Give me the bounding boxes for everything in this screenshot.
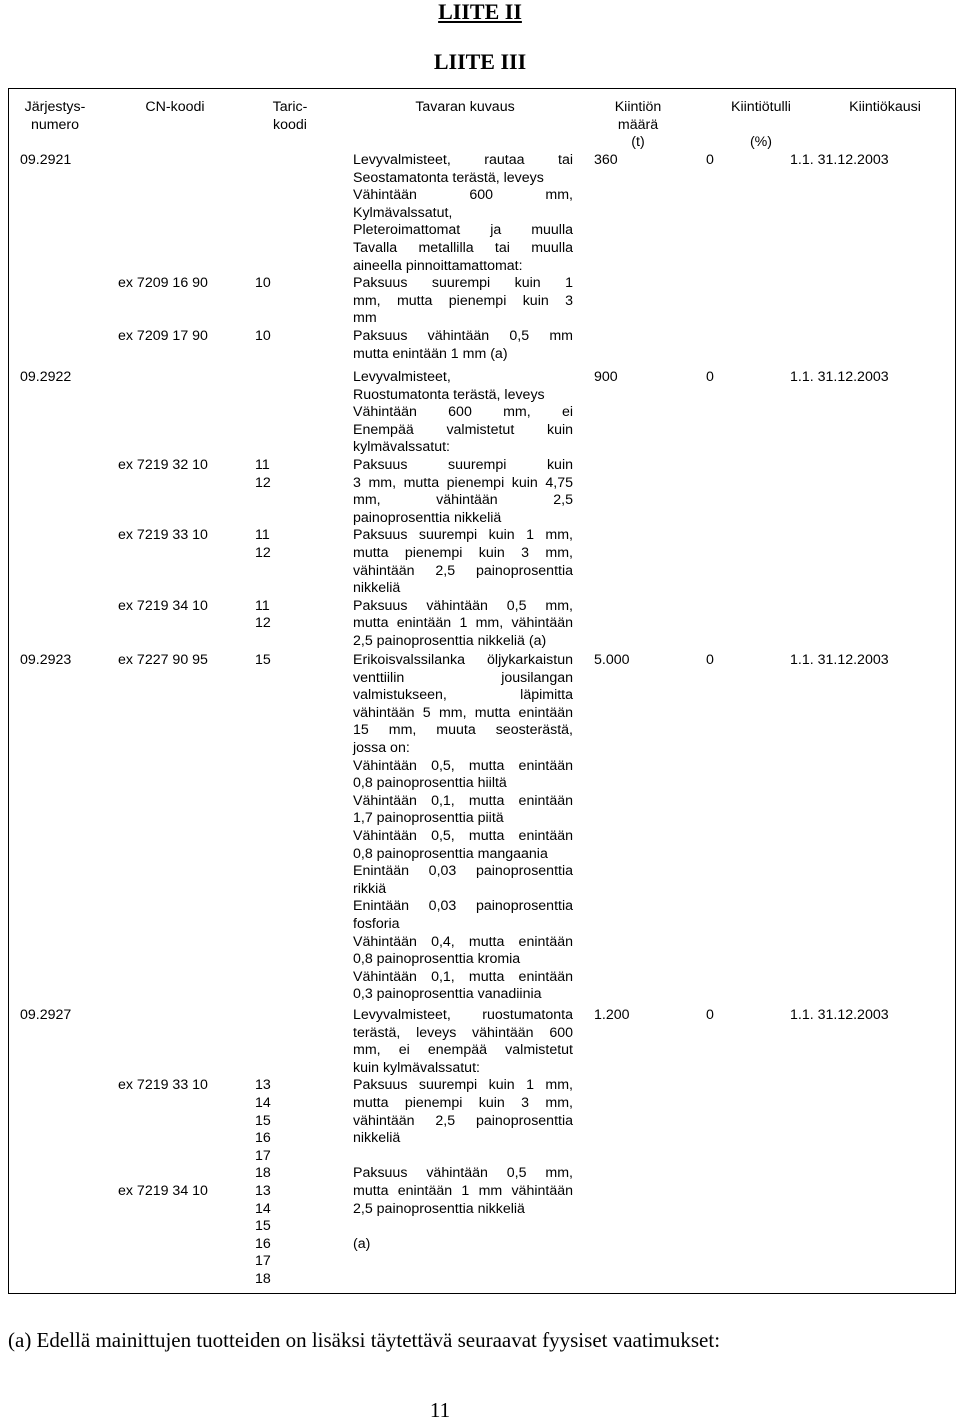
row-cn-code: ex 7219 33 10 [118,1077,208,1094]
description-line: Levyvalmisteet, [353,369,451,385]
row-seq: 09.2922 [20,369,72,385]
description-line: 2,5 painoprosenttia nikkeliä (a) [353,632,547,649]
footnote: (a) Edellä mainittujen tuotteiden on lisäksi täytettävä seuraavat fyysiset vaatimukset: [8,1328,721,1352]
description-line: Enempää valmistetut kuin [353,421,573,438]
header-amount: Kiintiön määrä (t) [614,99,662,151]
page-number: 11 [429,1398,451,1422]
description-line: Ruostumatonta terästä, leveys [353,386,545,403]
description-line: 0,3 painoprosenttia vanadiinia [353,986,542,1003]
row-period: 1.1. 31.12.2003 [790,369,889,385]
row-seq: 09.2927 [20,1007,72,1023]
header-duty: Kiintiötulli (%) [731,99,791,151]
row-taric-code: 10 [255,328,271,344]
description-line: Vähintään 0,1, mutta enintään [353,792,573,809]
description-line: Vähintään 0,1, mutta enintään [353,968,573,985]
description-line: nikkeliä [353,1130,401,1147]
row-seq: 09.2923 [20,652,72,668]
description-line: Erikoisvalssilanka öljykarkaistun [353,652,573,668]
description-line: valmistukseen, läpimitta [353,687,573,704]
header-cn: CN-koodi [145,99,205,115]
description-line: kylmävalssatut: [353,439,450,456]
row-cn-code: ex 7227 90 95 [118,652,208,668]
description-line: mutta enintään 1 mm vähintään [353,1182,573,1199]
row-taric-code: 13 14 15 16 17 18 [255,1183,271,1287]
description-line: jossa on: [353,739,410,756]
description-line: Paksuus suurempi kuin 1 mm, [353,1077,573,1094]
description-line: mm [353,310,377,327]
description-line: 0,8 painoprosenttia hiiltä [353,775,507,792]
description-line: Paksuus vähintään 0,5 mm [353,327,573,344]
row-cn-code: ex 7209 17 90 [118,328,208,344]
description-line: mutta enintään 1 mm (a) [353,345,508,362]
description-line: 15 mm, muuta seosterästä, [353,722,573,739]
row-description [353,152,573,363]
description-line: mutta pienempi kuin 3 mm, [353,544,573,561]
description-line: Vähintään 600 mm, [353,187,573,204]
description-line: terästä, leveys vähintään 600 [353,1024,573,1041]
row-taric-code: 10 [255,275,271,292]
description-line: rikkiä [353,880,387,897]
header-desc: Tavaran kuvaus [415,99,515,115]
row-cn-code: ex 7219 34 10 [118,1183,208,1199]
liite-ii-title: LIITE II [438,0,522,24]
description-line: 1,7 painoprosenttia piitä [353,810,504,827]
description-line: Levyvalmisteet, ruostumatonta [353,1007,573,1023]
description-line: Paksuus vähintään 0,5 mm, [353,597,573,614]
liite-iii-title: LIITE III [433,49,527,74]
description-line: venttiilin jousilangan [353,669,573,686]
description-line: kuin kylmävalssatut: [353,1059,480,1076]
description-line: fosforia [353,915,400,932]
row-cn-code: ex 7219 32 10 [118,457,208,473]
description-line: 0,8 painoprosenttia mangaania [353,845,548,862]
row-cn-code: ex 7219 33 10 [118,527,208,544]
row-amount: 1.200 [594,1007,630,1023]
header-seq: Järjestys- numero [24,99,86,133]
description-line: mm, ei enempää valmistetut [353,1042,573,1059]
row-taric-code: 13 14 15 16 17 18 [255,1077,271,1182]
description-line: Enintään 0,03 painoprosenttia [353,898,573,915]
row-duty: 0 [706,152,714,168]
description-line: 0,8 painoprosenttia kromia [353,951,521,968]
description-line: mutta enintään 1 mm, vähintään [353,615,573,632]
row-period: 1.1. 31.12.2003 [790,152,889,168]
description-line: aineella pinnoittamattomat: [353,257,523,274]
description-line: vähintään 2,5 painoprosenttia [353,1112,573,1129]
description-line [353,1148,573,1166]
description-line: Seostamatonta terästä, leveys [353,169,544,186]
row-period: 1.1. 31.12.2003 [790,1007,889,1023]
row-amount: 900 [594,369,618,385]
description-line: Paksuus suurempi kuin [353,456,573,473]
row-amount: 5.000 [594,652,630,668]
description-line: Kylmävalssatut, [353,204,453,221]
description-line: nikkeliä [353,580,401,597]
row-period: 1.1. 31.12.2003 [790,652,889,668]
description-line: Pleteroimattomat ja muulla [353,222,573,239]
row-amount: 360 [594,152,618,168]
row-duty: 0 [706,369,714,385]
description-line: Levyvalmisteet, rautaa tai [353,152,573,168]
row-cn-code: ex 7209 16 90 [118,275,208,292]
row-duty: 0 [706,1007,714,1023]
row-taric-code: 11 12 [255,597,271,632]
description-line: painoprosenttia nikkeliä [353,509,502,526]
description-line: 2,5 painoprosenttia nikkeliä [353,1200,525,1217]
row-taric-code: 15 [255,652,271,668]
row-description [353,369,573,651]
description-line: Tavalla metallilla tai muulla [353,239,573,256]
row-description [353,652,573,1004]
header-period: Kiintiökausi [849,99,921,115]
description-line: Paksuus suurempi kuin 1 mm, [353,527,573,544]
description-line: vähintään 2,5 painoprosenttia [353,562,573,579]
description-line: Vähintään 0,4, mutta enintään [353,933,573,950]
row-taric-code: 11 12 [255,527,271,561]
description-line: Vähintään 0,5, mutta enintään [353,757,573,774]
row-description [353,1007,573,1253]
description-line: mutta pienempi kuin 3 mm, [353,1094,573,1111]
description-line: Paksuus suurempi kuin 1 [353,275,573,292]
description-line [353,1218,573,1236]
description-line: Paksuus vähintään 0,5 mm, [353,1165,573,1182]
description-line: vähintään 5 mm, mutta enintään [353,704,573,721]
description-line: 3 mm, mutta pienempi kuin 4,75 [353,474,573,491]
description-line: Vähintään 0,5, mutta enintään [353,827,573,844]
description-line: mm, mutta pienempi kuin 3 [353,292,573,309]
description-line: Vähintään 600 mm, ei [353,404,573,421]
description-line: mm, vähintään 2,5 [353,492,573,509]
description-line: Enintään 0,03 painoprosenttia [353,863,573,880]
row-seq: 09.2921 [20,152,72,168]
row-taric-code: 11 12 [255,457,271,491]
row-cn-code: ex 7219 34 10 [118,597,208,614]
header-taric: Taric- koodi [272,99,308,133]
description-line: (a) [353,1235,371,1252]
row-duty: 0 [706,652,714,668]
